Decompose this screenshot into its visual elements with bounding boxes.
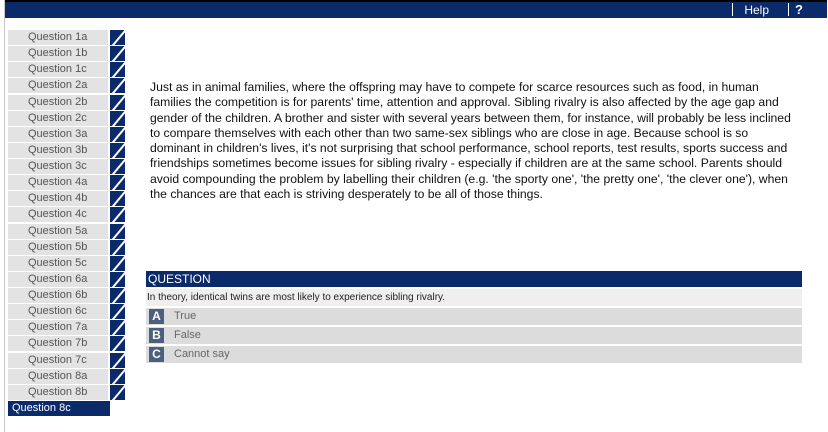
option-letter: A: [149, 309, 164, 324]
sidebar-item-label: Question 7c: [8, 353, 108, 368]
sidebar-item-label: Question 7b: [8, 336, 108, 351]
reading-passage: Just as in animal families, where the offspring may have to compete for scarce resources such as food, in human families the competition is for parents' time, attention and approval. Sibling rivalry is also affected by the age gap and gender of the children. A brother and sister with several years between them, for instance, will probably be less inclined to compare themselves with each other than two same-sex siblings who are close in age. Because school is so dominant in children's lives, it's not surprising that school performance, school reports, test results, sports success and friendships sometimes become issues for sibling rivalry - especially if children are at the same school. Parents should avoid compounding the problem by labelling their children (e.g. 'the sporty one', 'the pretty one', 'the clever one'), when the chances are that each is striving desperately to be all of those things.: [150, 80, 791, 202]
checkmark-icon: [110, 320, 125, 335]
checkmark-icon: [110, 30, 125, 45]
checkmark-icon: [110, 143, 125, 158]
checkmark-icon: [110, 191, 125, 206]
option-label: True: [174, 310, 197, 322]
checkmark-icon: [110, 46, 125, 61]
sidebar-item-question[interactable]: [8, 111, 128, 126]
sidebar-item-question[interactable]: [8, 304, 128, 319]
separator: [732, 3, 733, 16]
option-letter: C: [149, 347, 164, 362]
sidebar-item-label: Question 7a: [8, 320, 108, 335]
separator: [788, 3, 789, 16]
sidebar-item-question[interactable]: [8, 336, 128, 351]
checkmark-icon: [110, 127, 125, 142]
sidebar-item-question[interactable]: [8, 143, 128, 158]
sidebar-item-question[interactable]: [8, 191, 128, 206]
question-text: In theory, identical twins are most likely to experience sibling rivalry.: [146, 289, 802, 306]
sidebar-item-question[interactable]: [8, 78, 128, 93]
sidebar-item-label: Question 1a: [8, 30, 108, 45]
checkmark-icon: [110, 159, 125, 174]
checkmark-icon: [110, 78, 125, 93]
checkmark-icon: [110, 385, 125, 400]
checkmark-icon: [110, 288, 125, 303]
sidebar-item-question[interactable]: [8, 353, 128, 368]
checkmark-icon: [110, 175, 125, 190]
checkmark-icon: [110, 369, 125, 384]
sidebar-item-label: Question 1b: [8, 46, 108, 61]
sidebar-item-label: Question 5c: [8, 256, 108, 271]
window-left-border: [0, 0, 5, 432]
option-label: Cannot say: [174, 348, 230, 360]
checkmark-icon: [110, 256, 125, 271]
checkmark-icon: [110, 272, 125, 287]
sidebar-item-label: Question 6c: [8, 304, 108, 319]
sidebar-item-question[interactable]: [8, 272, 128, 287]
sidebar-item-question[interactable]: [8, 320, 128, 335]
answer-option-c[interactable]: [146, 346, 802, 363]
sidebar-item-label: Question 8c: [8, 401, 110, 416]
sidebar-item-label: Question 1c: [8, 62, 108, 77]
option-label: False: [174, 329, 201, 341]
sidebar-item-label: Question 4c: [8, 207, 108, 222]
sidebar-item-question[interactable]: [8, 175, 128, 190]
sidebar-item-label: Question 3a: [8, 127, 108, 142]
sidebar-item-label: Question 5b: [8, 240, 108, 255]
sidebar-item-question[interactable]: [8, 224, 128, 239]
checkmark-icon: [110, 62, 125, 77]
sidebar-item-label: Question 2b: [8, 95, 108, 110]
checkmark-icon: [110, 224, 125, 239]
checkmark-icon: [110, 207, 125, 222]
sidebar-item-label: Question 8a: [8, 369, 108, 384]
sidebar-item-question[interactable]: [8, 62, 128, 77]
checkmark-icon: [110, 111, 125, 126]
question-navigation: [8, 30, 128, 417]
checkmark-icon: [110, 304, 125, 319]
sidebar-item-question[interactable]: [8, 369, 128, 384]
checkmark-icon: [110, 240, 125, 255]
sidebar-item-question[interactable]: [8, 46, 128, 61]
sidebar-item-label: Question 4a: [8, 175, 108, 190]
sidebar-item-label: Question 2c: [8, 111, 108, 126]
sidebar-item-label: Question 5a: [8, 224, 108, 239]
sidebar-item-label: Question 6b: [8, 288, 108, 303]
sidebar-item-label: Question 4b: [8, 191, 108, 206]
checkmark-icon: [110, 353, 125, 368]
sidebar-item-question[interactable]: [8, 159, 128, 174]
sidebar-item-label: Question 6a: [8, 272, 108, 287]
sidebar-item-question[interactable]: [8, 127, 128, 142]
help-link[interactable]: Help: [744, 3, 769, 17]
sidebar-item-question[interactable]: [8, 30, 128, 45]
question-header: QUESTION: [146, 271, 802, 287]
sidebar-item-question[interactable]: [8, 207, 128, 222]
sidebar-item-label: Question 3c: [8, 159, 108, 174]
help-icon[interactable]: ?: [795, 2, 803, 17]
sidebar-item-label: Question 8b: [8, 385, 108, 400]
sidebar-item-question[interactable]: [8, 385, 128, 400]
sidebar-item-question[interactable]: [8, 288, 128, 303]
top-bar: [5, 0, 827, 18]
checkmark-icon: [110, 336, 125, 351]
option-letter: B: [149, 328, 164, 343]
sidebar-item-question[interactable]: [8, 95, 128, 110]
answer-option-a[interactable]: [146, 308, 802, 325]
checkmark-icon: [110, 95, 125, 110]
sidebar-item-question[interactable]: [8, 256, 128, 271]
sidebar-item-label: Question 3b: [8, 143, 108, 158]
sidebar-item-question[interactable]: [8, 401, 128, 416]
answer-option-b[interactable]: [146, 327, 802, 344]
sidebar-item-question[interactable]: [8, 240, 128, 255]
sidebar-item-label: Question 2a: [8, 78, 108, 93]
